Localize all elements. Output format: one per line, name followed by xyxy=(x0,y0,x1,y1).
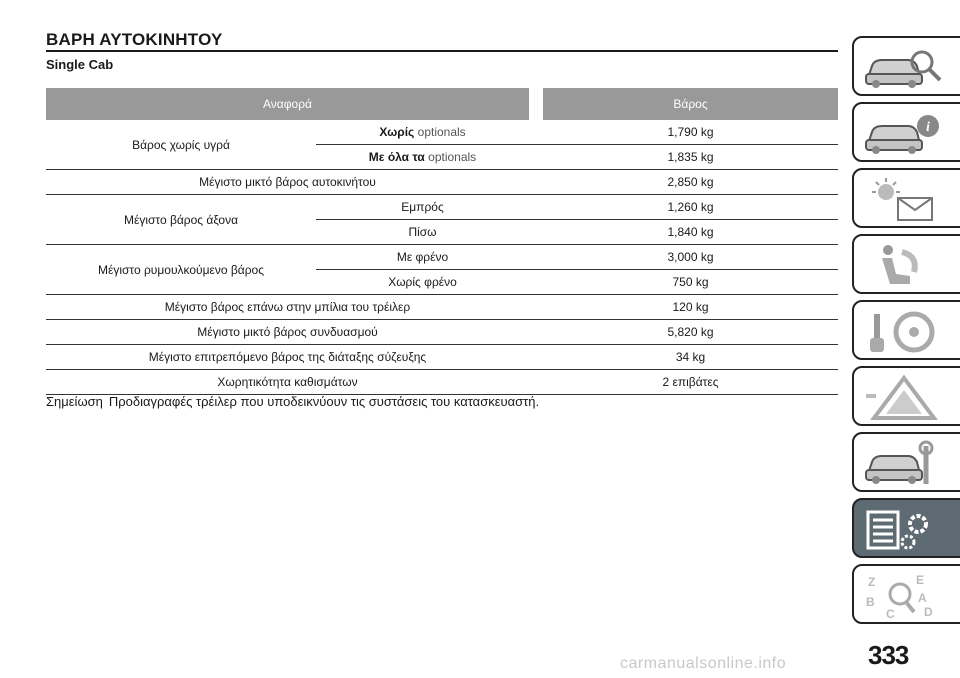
row-value: 120 kg xyxy=(543,295,838,320)
row-value: 1,835 kg xyxy=(543,145,838,170)
watermark: carmanualsonline.info xyxy=(620,655,787,672)
svg-text:C: C xyxy=(886,607,895,620)
row-label: Μέγιστο βάρος επάνω στην μπίλια του τρέιλερ xyxy=(46,295,529,320)
tab-car-search[interactable] xyxy=(852,36,960,96)
row-label: Μέγιστο μικτό βάρος συνδυασμού xyxy=(46,320,529,345)
cell-gap xyxy=(529,120,543,145)
header-gap xyxy=(529,88,543,120)
sublabel-bold: Χωρίς xyxy=(379,125,415,139)
table-row xyxy=(46,245,838,270)
table-row xyxy=(46,320,838,345)
cell-gap xyxy=(529,170,543,195)
section-subtitle: Single Cab xyxy=(46,57,114,72)
svg-text:Z: Z xyxy=(868,575,876,589)
row-value: 1,260 kg xyxy=(543,195,838,220)
warning-lights-mail-icon xyxy=(862,176,946,224)
row-value: 2,850 kg xyxy=(543,170,838,195)
row-label: Μέγιστο μικτό βάρος αυτοκινήτου xyxy=(46,170,529,195)
row-label: Μέγιστο ρυμουλκούμενο βάρος xyxy=(46,245,316,295)
page-title: ΒΑΡΗ ΑΥΤΟΚΙΝΗΤΟΥ xyxy=(46,30,223,49)
car-wrench-icon xyxy=(862,440,946,488)
row-sublabel: Χωρίς φρένο xyxy=(316,270,529,295)
sublabel-optionals: optionals xyxy=(428,150,477,164)
car-search-icon xyxy=(862,44,946,92)
tab-car-info[interactable] xyxy=(852,102,960,162)
row-sublabel xyxy=(316,145,529,170)
cell-gap xyxy=(529,195,543,220)
cell-gap xyxy=(529,270,543,295)
tab-seat-airbag[interactable] xyxy=(852,234,960,294)
cell-gap xyxy=(529,370,543,395)
footnote-label: Σημείωση xyxy=(46,394,103,409)
row-sublabel: Πίσω xyxy=(316,220,529,245)
row-value: 3,000 kg xyxy=(543,245,838,270)
table-row xyxy=(46,195,838,220)
row-value: 750 kg xyxy=(543,270,838,295)
row-sublabel: Εμπρός xyxy=(316,195,529,220)
key-steering-wheel-icon xyxy=(862,308,946,356)
tab-alphabetical-index[interactable] xyxy=(852,564,960,624)
tab-technical-data[interactable] xyxy=(852,498,960,558)
row-sublabel: Με φρένο xyxy=(316,245,529,270)
row-value: 1,840 kg xyxy=(543,220,838,245)
table-row xyxy=(46,295,838,320)
cell-gap xyxy=(529,220,543,245)
tab-car-wrench[interactable] xyxy=(852,432,960,492)
table-row xyxy=(46,345,838,370)
technical-data-gear-icon xyxy=(862,506,946,554)
header-reference: Αναφορά xyxy=(46,88,529,120)
svg-text:D: D xyxy=(924,605,933,619)
table-row xyxy=(46,120,838,145)
tab-key-steering[interactable] xyxy=(852,300,960,360)
svg-text:E: E xyxy=(916,573,925,587)
row-label: Χωρητικότητα καθισμάτων xyxy=(46,370,529,395)
svg-text:A: A xyxy=(918,591,927,605)
table-row xyxy=(46,170,838,195)
footnote xyxy=(46,394,539,409)
tab-warning-triangle[interactable] xyxy=(852,366,960,426)
table-row xyxy=(46,370,838,395)
row-value: 2 επιβάτες xyxy=(543,370,838,395)
page-number: 333 xyxy=(868,640,909,670)
row-value: 5,820 kg xyxy=(543,320,838,345)
row-label: Βάρος χωρίς υγρά xyxy=(46,120,316,170)
row-value: 1,790 kg xyxy=(543,120,838,145)
row-value: 34 kg xyxy=(543,345,838,370)
sublabel-bold: Με όλα τα xyxy=(368,150,425,164)
alphabet-index-icon xyxy=(862,572,946,620)
cell-gap xyxy=(529,295,543,320)
row-label: Μέγιστο επιτρεπόμενο βάρος της διάταξης σύζευξης xyxy=(46,345,529,370)
cell-gap xyxy=(529,320,543,345)
header-weight: Βάρος xyxy=(543,88,838,120)
row-sublabel xyxy=(316,120,529,145)
footnote-text: Προδιαγραφές τρέιλερ που υποδεικνύουν τις συστάσεις του κατασκευαστή. xyxy=(108,394,540,409)
warning-triangle-icon xyxy=(862,374,946,422)
seat-airbag-icon xyxy=(862,242,946,290)
svg-text:i: i xyxy=(926,120,930,135)
sublabel-optionals: optionals xyxy=(417,125,466,139)
title-rule xyxy=(46,50,838,52)
row-label: Μέγιστο βάρος άξονα xyxy=(46,195,316,245)
cell-gap xyxy=(529,145,543,170)
svg-text:B: B xyxy=(866,595,875,609)
weights-table xyxy=(46,88,838,395)
cell-gap xyxy=(529,345,543,370)
tab-warning-lights[interactable] xyxy=(852,168,960,228)
car-info-icon xyxy=(862,110,946,158)
cell-gap xyxy=(529,245,543,270)
